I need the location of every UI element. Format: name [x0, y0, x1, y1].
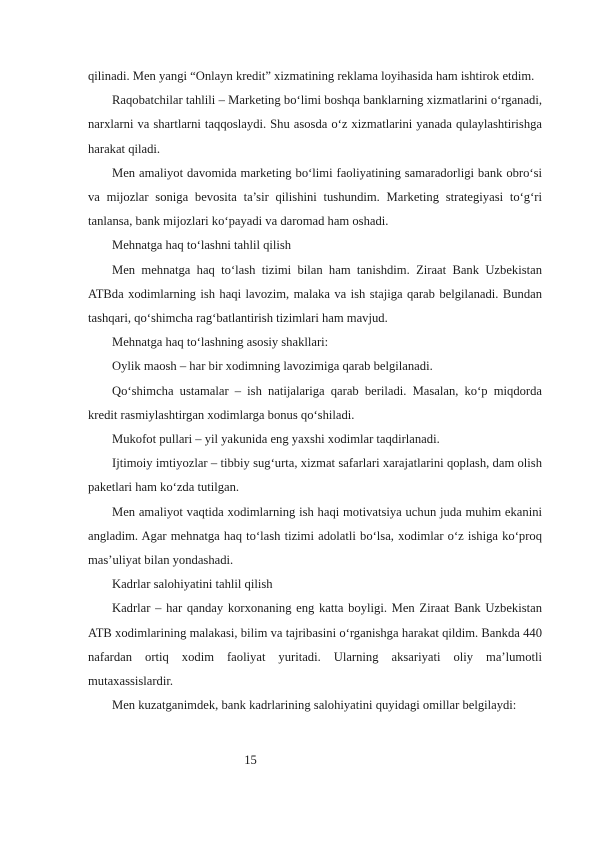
- paragraph-continuation: qilinadi. Men yangi “Onlayn kredit” xizmatining reklama loyihasida ham ishtirok etdim.: [88, 69, 535, 83]
- paragraph-wage-forms-intro: Mehnatga haq to‘lashning asosiy shakllari:: [112, 335, 329, 350]
- paragraph-marketing-conclusion: Men amaliyot davomida marketing bo‘limi faoliyatining samaradorligi bank obro‘si va mijozlar soniga bevosita ta’sir qilishini tushundim. Marketing strategiyasi to‘g‘ri tanlansa, bank mijozlari ko‘payadi va daromad ham oshadi.: [88, 165, 542, 229]
- body-text: [88, 64, 542, 717]
- section-heading-wages: Mehnatga haq to‘lashni tahlil qilish: [112, 238, 292, 253]
- paragraph-motivation: Men amaliyot vaqtida xodimlarning ish haqi motivatsiya uchun juda muhim ekanini angladim. Agar mehnatga haq to‘lash tizimi adolatli bo‘lsa, xodimlar o‘z ishiga ko‘proq mas’uliyat bilan yondashadi.: [88, 504, 542, 568]
- section-heading-personnel: Kadrlar salohiyatini tahlil qilish: [112, 577, 273, 592]
- paragraph-personnel: Kadrlar – har qanday korxonaning eng katta boyligi. Men Ziraat Bank Uzbekistan ATB xodimlarining malakasi, bilim va tajribasini o‘rganishga harakat qildim. Bankda 440 nafardan ortiq xodim faoliyat yuritadi. Ularning aksariyati oliy ma’lumotli mutaxassislardir.: [88, 601, 542, 689]
- list-item-salary: Oylik maosh – har bir xodimning lavozimiga qarab belgilanadi.: [112, 359, 433, 374]
- list-item-awards: Mukofot pullari – yil yakunida eng yaxshi xodimlar taqdirlanadi.: [112, 432, 440, 447]
- page-number: [0, 752, 595, 768]
- list-item-social-benefits: Ijtimoiy imtiyozlar – tibbiy sug‘urta, xizmat safarlari xarajatlarini qoplash, dam olish paketlari ham ko‘zda tutilgan.: [88, 456, 542, 495]
- paragraph-competitor-analysis: Raqobatchilar tahlili – Marketing bo‘limi boshqa banklarning xizmatlarini o‘rganadi, narxlarni va shartlarni taqqoslaydi. Shu asosda o‘z xizmatlarini yanada qulaylashtirishga harakat qiladi.: [88, 93, 542, 156]
- paragraph-factors-intro: Men kuzatganimdek, bank kadrlarining salohiyatini quyidagi omillar belgilaydi:: [112, 698, 517, 713]
- paragraph-wage-system: Men mehnatga haq to‘lash tizimi bilan ham tanishdim. Ziraat Bank Uzbekistan ATBda xodimlarning ish haqi lavozim, malaka va ish stajiga qarab belgilanadi. Bundan tashqari, qo‘shimcha rag‘batlantirish tizimlari ham mavjud.: [88, 262, 542, 326]
- page-number-text: 15: [244, 753, 257, 767]
- list-item-bonuses: Qo‘shimcha ustamalar – ish natijalariga qarab beriladi. Masalan, ko‘p miqdorda kredit rasmiylashtirgan xodimlarga bonus qo‘shiladi.: [88, 383, 542, 422]
